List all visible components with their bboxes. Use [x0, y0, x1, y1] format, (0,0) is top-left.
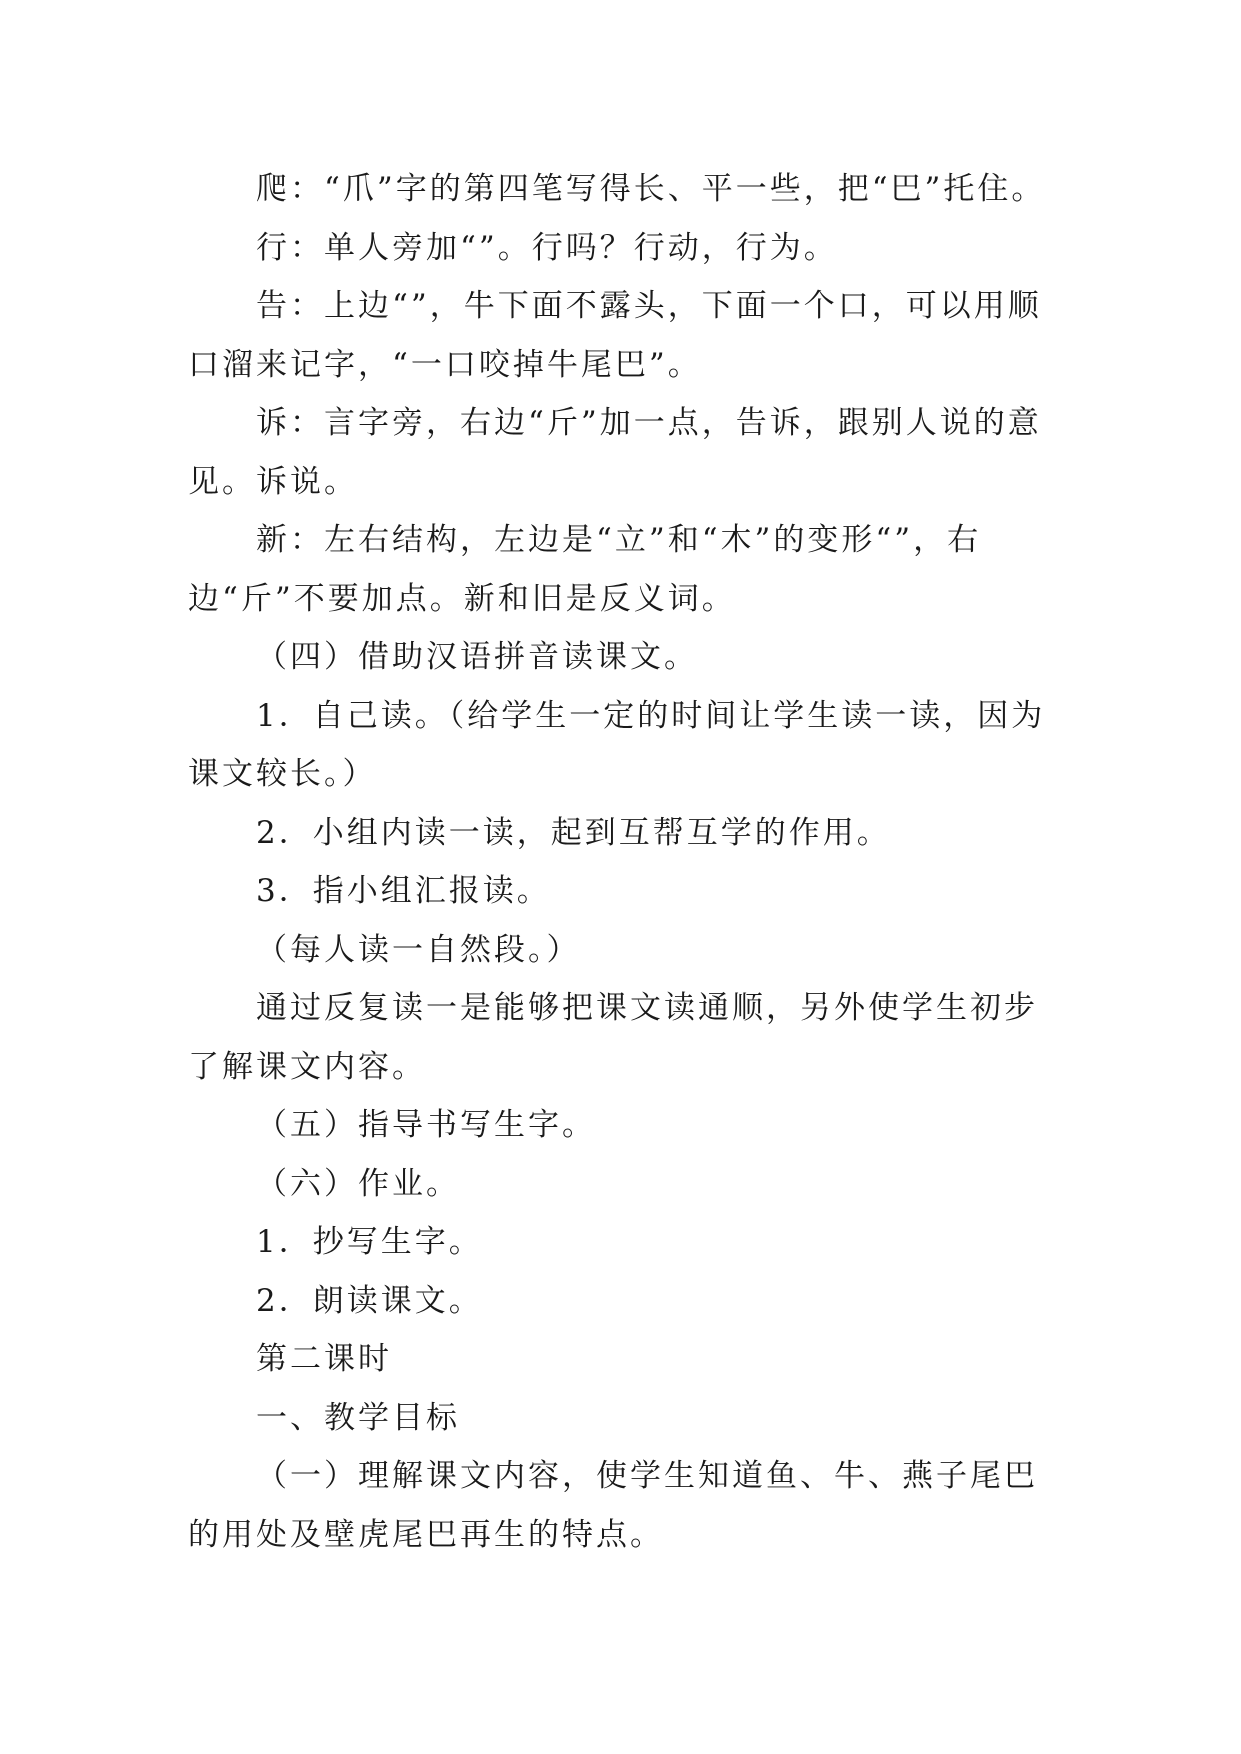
lesson-heading: 第二课时 [256, 1341, 392, 1377]
objectives-heading: 一、教学目标 [256, 1399, 460, 1436]
document-body [188, 160, 1058, 1564]
section-heading-5: （五）指导书写生字。 [256, 1107, 596, 1143]
section-heading-4: （四）借助汉语拼音读课文。 [256, 639, 698, 675]
paragraph-su: 诉：言字旁，右边“斤”加一点，告诉，跟别人说的意见。诉说。 [188, 405, 1042, 500]
list-item-2: 2．小组内读一读，起到互帮互学的作用。 [256, 814, 891, 851]
paragraph-xin: 新：左右结构，左边是“立”和“木”的变形“”，右边“斤”不要加点。新和旧是反义词。 [188, 522, 982, 617]
paragraph-xing: 行：单人旁加“”。行吗？行动，行为。 [256, 229, 838, 266]
section-heading-6: （六）作业。 [256, 1165, 460, 1202]
homework-item-1: 1．抄写生字。 [256, 1224, 483, 1260]
list-item-1: 1．自己读。（给学生一定的时间让学生读一读，因为课文较长。） [188, 697, 1046, 792]
summary-paragraph: 通过反复读一是能够把课文读通顺，另外使学生初步了解课文内容。 [188, 990, 1038, 1085]
note-paragraph: （每人读一自然段。） [256, 931, 581, 968]
paragraph-gao: 告：上边“”，牛下面不露头，下面一个口，可以用顺口溜来记字，“一口咬掉牛尾巴”。 [188, 288, 1042, 383]
objective-1: （一）理解课文内容，使学生知道鱼、牛、燕子尾巴的用处及壁虎尾巴再生的特点。 [188, 1458, 1038, 1553]
paragraph-pa: 爬：“爪”字的第四笔写得长、平一些，把“巴”托住。 [256, 171, 1046, 207]
list-item-3: 3．指小组汇报读。 [256, 873, 551, 909]
homework-item-2: 2．朗读课文。 [256, 1282, 483, 1319]
